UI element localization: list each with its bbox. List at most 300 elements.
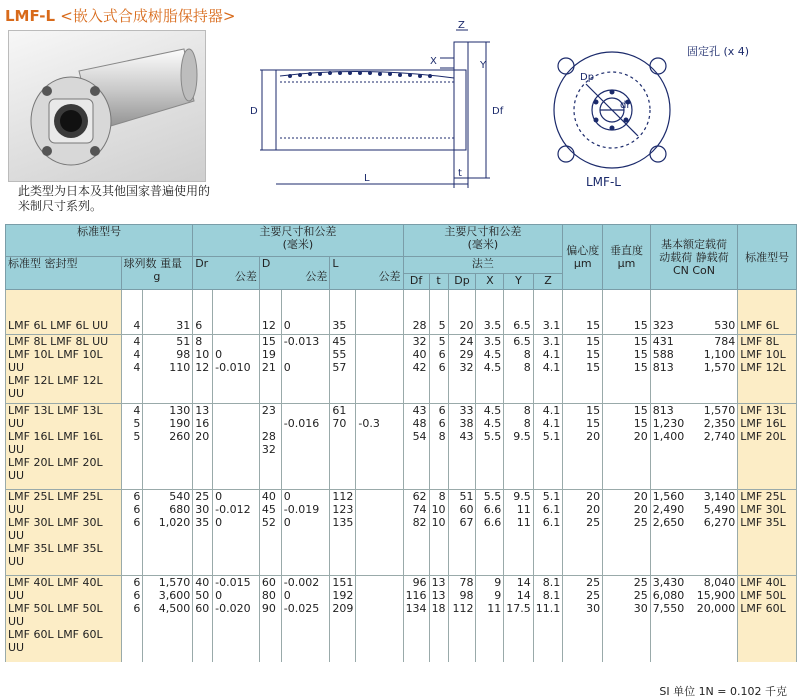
cell-weight (143, 335, 193, 404)
cell-line: 0 (215, 589, 223, 602)
cell-perpendicularity (603, 404, 651, 490)
cell-line: LMF 8L (740, 335, 779, 348)
label-df: Df (492, 106, 504, 117)
cell-line (262, 417, 279, 430)
cell-perpendicularity (603, 290, 651, 335)
cell-line: 62 (412, 490, 427, 503)
cell-line: 17.5 (506, 602, 531, 615)
label-dr: dr (620, 100, 631, 111)
cell-load (650, 335, 737, 404)
model-subtitle: <嵌入式合成树脂保持器> (60, 7, 236, 25)
cell-line: 15 (586, 348, 601, 361)
cell-line: 42 (412, 361, 427, 374)
cell-eccentricity (563, 404, 603, 490)
cell-balls (121, 335, 143, 404)
cell-dr (193, 576, 213, 662)
cell-line: 4.5 (483, 404, 502, 417)
cell-line: 32 (459, 361, 474, 374)
cell-con: 784 (714, 335, 736, 348)
col-header-perpendicularity (603, 225, 651, 290)
cell-l-tol (356, 335, 403, 404)
cell-line: LMF 12L (740, 361, 786, 374)
cell-line: 19 (261, 348, 276, 361)
caption-line: 此类型为日本及其他国家普遍使用的 (18, 184, 211, 198)
cell-line: -0.012 (215, 503, 251, 516)
cell-line (284, 430, 328, 443)
cell-dr (193, 404, 213, 490)
cell-eccentricity (563, 290, 603, 335)
cell-con: 1,100 (703, 348, 736, 361)
col-header-main-dims-title: 主要尺寸和公差 (259, 225, 337, 238)
cell-d (259, 335, 281, 404)
cell-line: 6 (133, 503, 141, 516)
cell-line: LMF 10L (740, 348, 786, 361)
cell-line: 6 (133, 576, 141, 589)
cell-df (403, 576, 429, 662)
cell-line: 60 (459, 503, 474, 516)
cell-line: 30 (195, 503, 210, 516)
cell-line: 3,600 (158, 589, 191, 602)
cell-d-tol (281, 335, 330, 404)
cell-line: LMF 25L (740, 490, 786, 503)
cell-line: 67 (459, 516, 474, 529)
cell-line: 15 (586, 404, 601, 417)
cell-line (358, 361, 400, 374)
col-header-load-static: 静载荷 (695, 250, 729, 264)
col-header-d-label: D (261, 257, 271, 270)
col-header-l-label: L (332, 257, 339, 270)
cell-line: 192 (332, 589, 354, 602)
cell-line: 15 (586, 361, 601, 374)
table-row (6, 404, 797, 490)
cell-x (476, 290, 504, 335)
cell-line: LMF 50L LMF 50L (8, 602, 103, 615)
cell-line: 25 (586, 589, 601, 602)
load-line (653, 361, 735, 374)
cell-line: 6 (438, 348, 446, 361)
cell-line: 8 (523, 348, 531, 361)
cell-line: 116 (405, 589, 427, 602)
cell-eccentricity (563, 576, 603, 662)
cell-z (533, 490, 563, 576)
cell-con: 1,570 (703, 404, 736, 417)
load-line (653, 319, 735, 332)
col-header-df: Df (403, 274, 429, 290)
cell-line: 32 (261, 443, 276, 456)
cell-x (476, 335, 504, 404)
cell-balls (121, 290, 143, 335)
cell-line: 4,500 (158, 602, 191, 615)
cell-line: 15 (586, 319, 601, 332)
cell-line: 8 (523, 361, 531, 374)
cell-dp (448, 335, 476, 404)
cell-line: 6.6 (483, 516, 502, 529)
cell-line: 6 (195, 319, 203, 332)
cell-y (504, 404, 534, 490)
cell-line: 3.5 (483, 335, 502, 348)
label-y: Y (480, 60, 487, 71)
cell-line: 123 (332, 503, 354, 516)
cell-weight (143, 490, 193, 576)
cell-std-seal-models (6, 335, 122, 404)
cell-line (358, 430, 400, 443)
cell-line: 0 (215, 516, 223, 529)
front-view-diagram (540, 40, 690, 190)
cell-con: 2,740 (703, 430, 736, 443)
cell-df (403, 490, 429, 576)
cell-dr (193, 335, 213, 404)
cell-line: 15 (633, 319, 648, 332)
cell-line: 8 (438, 430, 446, 443)
cell-con: 2,350 (703, 417, 736, 430)
cell-model-right (738, 490, 797, 576)
product-photo (8, 30, 206, 182)
col-header-dp: Dp (448, 274, 476, 290)
cell-line: 11.1 (535, 602, 561, 615)
cell-line (215, 335, 257, 348)
cell-line: 28 (261, 430, 276, 443)
col-header-flange-dims (403, 225, 563, 257)
cell-dp (448, 290, 476, 335)
cell-line: LMF 16L LMF 16L (8, 430, 103, 443)
cell-line: 16 (195, 417, 210, 430)
cell-line: 6.1 (542, 516, 561, 529)
type-label: LMF-L (586, 175, 621, 189)
cell-line: 52 (261, 516, 276, 529)
cell-line: 4.1 (542, 417, 561, 430)
col-header-grams: g (153, 270, 161, 283)
col-header-flange-dims-unit: (毫米) (467, 238, 499, 251)
cell-cn: 7,550 (652, 602, 685, 615)
si-unit-note: SI 单位 1N = 0.102 千克 (659, 685, 787, 698)
cell-line: 50 (195, 589, 210, 602)
cell-line: 4 (133, 404, 141, 417)
cell-line: 21 (261, 361, 276, 374)
cell-line: 8 (523, 404, 531, 417)
cell-line: 540 (169, 490, 191, 503)
cell-line: 35 (332, 319, 347, 332)
cell-line: LMF 6L (740, 319, 779, 332)
cell-line (332, 430, 353, 443)
cell-dr-tol (213, 335, 260, 404)
cell-line: LMF 6L LMF 6L UU (8, 319, 109, 332)
cell-line: 33 (459, 404, 474, 417)
col-header-load (650, 225, 737, 290)
cell-line: 14 (516, 576, 531, 589)
col-header-dr-tol: 公差 (234, 270, 257, 283)
cell-cn: 1,400 (652, 430, 685, 443)
cell-d-tol (281, 576, 330, 662)
cell-x (476, 404, 504, 490)
cell-load (650, 576, 737, 662)
cell-y (504, 490, 534, 576)
cell-line: 25 (586, 576, 601, 589)
cell-line: 31 (176, 319, 191, 332)
cell-line (284, 404, 328, 417)
load-line (653, 430, 735, 443)
model-name: LMF-L (5, 7, 56, 25)
cell-perpendicularity (603, 490, 651, 576)
cell-l (330, 290, 356, 335)
cell-line: 6 (133, 589, 141, 602)
cell-line: 0 (283, 490, 291, 503)
col-header-weight: 重量 (160, 257, 183, 270)
cell-line: 35 (195, 516, 210, 529)
cell-line: 12 (195, 361, 210, 374)
cell-line (284, 443, 328, 456)
cell-line: 10 (431, 516, 446, 529)
cell-d (259, 404, 281, 490)
cell-line: LMF 35L LMF 35L (8, 542, 103, 555)
caption-line: 米制尺寸系列。 (18, 199, 103, 213)
cell-line: 6 (438, 361, 446, 374)
cell-line: -0.016 (283, 417, 320, 430)
cell-l (330, 335, 356, 404)
cell-line: 54 (412, 430, 427, 443)
cell-line: 48 (412, 417, 427, 430)
cell-cn: 1,230 (652, 417, 685, 430)
cell-y (504, 335, 534, 404)
cell-line: 8 (195, 335, 203, 348)
cell-line: 30 (633, 602, 648, 615)
cell-line: 13 (431, 576, 446, 589)
cell-line: 24 (459, 335, 474, 348)
mounting-hole-label: 固定孔 (x 4) (687, 45, 750, 58)
cell-line: 680 (169, 503, 191, 516)
col-header-dr (193, 257, 260, 290)
load-line (653, 335, 735, 348)
cell-line: 6.5 (513, 319, 531, 332)
cell-l-tol (356, 490, 403, 576)
cell-line (358, 516, 400, 529)
cell-line: 43 (412, 404, 427, 417)
cell-line: -0.025 (283, 602, 320, 615)
cell-l-tol (356, 404, 403, 490)
cell-line: LMF 13L (740, 404, 786, 417)
load-line (653, 589, 735, 602)
cell-line: 43 (459, 430, 474, 443)
cell-line: 60 (261, 576, 276, 589)
load-line (653, 348, 735, 361)
table-row (6, 335, 797, 404)
cell-balls (121, 576, 143, 662)
cell-line: 151 (332, 576, 354, 589)
cell-line: 40 (195, 576, 210, 589)
cell-d-tol (281, 404, 330, 490)
cell-dr-tol (213, 290, 260, 335)
cell-line: 6.6 (483, 503, 502, 516)
cell-line: UU (8, 443, 25, 456)
cell-line: 61 (332, 404, 347, 417)
cell-line: 134 (405, 602, 427, 615)
page-title (5, 5, 235, 26)
cell-line: LMF 10L LMF 10L (8, 348, 103, 361)
cell-line: UU (8, 387, 25, 400)
col-header-d (259, 257, 330, 290)
cell-model-right (738, 290, 797, 335)
cell-line (215, 430, 257, 443)
cell-line: 20 (633, 430, 648, 443)
cell-line: 1,570 (158, 576, 191, 589)
cell-line: 6 (438, 404, 446, 417)
cell-z (533, 290, 563, 335)
col-header-eccentricity-unit: μm (573, 257, 592, 270)
cell-t (429, 290, 448, 335)
cell-std-seal-models (6, 490, 122, 576)
cell-dr-tol (213, 404, 260, 490)
cell-line: 5.5 (483, 490, 502, 503)
cell-line: 5 (438, 319, 446, 332)
cell-line: 5.1 (542, 430, 561, 443)
cell-line: 15 (586, 335, 601, 348)
cell-cn: 588 (652, 348, 674, 361)
cell-d (259, 490, 281, 576)
cell-con: 3,140 (703, 490, 736, 503)
cell-line: LMF 12L LMF 12L (8, 374, 103, 387)
cell-line: 4.1 (542, 348, 561, 361)
cell-z (533, 335, 563, 404)
label-dp: Dp (580, 72, 595, 83)
cell-line: 25 (633, 576, 648, 589)
cell-line: 15 (633, 404, 648, 417)
col-header-std-seal: 标准型 密封型 (6, 257, 122, 290)
cell-line: 80 (261, 589, 276, 602)
cell-line: 3.1 (542, 335, 561, 348)
cell-line: LMF 25L LMF 25L (8, 490, 103, 503)
cell-line: -0.019 (283, 503, 320, 516)
cell-load (650, 290, 737, 335)
cell-line: UU (8, 615, 25, 628)
load-line (653, 503, 735, 516)
col-header-perpendicularity-label: 垂直度 (609, 244, 643, 257)
cell-line (358, 348, 400, 361)
cell-d-tol (281, 490, 330, 576)
load-line (653, 602, 735, 615)
cell-con: 5,490 (703, 503, 736, 516)
cell-line (358, 319, 400, 332)
cell-line: 1,020 (158, 516, 191, 529)
col-header-dr-label: Dr (195, 257, 209, 270)
cell-line: LMF 40L LMF 40L (8, 576, 103, 589)
label-z: Z (458, 20, 465, 31)
cell-line: 0 (283, 361, 291, 374)
cell-t (429, 490, 448, 576)
col-header-perpendicularity-unit: μm (617, 257, 636, 270)
cell-line: 6 (438, 417, 446, 430)
cell-line: 8.1 (542, 589, 561, 602)
cell-d (259, 290, 281, 335)
cell-line (215, 404, 257, 417)
label-x: X (430, 56, 437, 67)
cell-line: 4.5 (483, 348, 502, 361)
cell-line: 4.5 (483, 361, 502, 374)
cell-line: 4 (133, 319, 141, 332)
cell-line: -0.015 (215, 576, 251, 589)
cell-line: UU (8, 503, 25, 516)
cell-line: LMF 35L (740, 516, 786, 529)
cell-t (429, 576, 448, 662)
cell-line (284, 348, 328, 361)
cell-dr-tol (213, 490, 260, 576)
cell-con: 1,570 (703, 361, 736, 374)
cell-line: -0.013 (283, 335, 320, 348)
table-row (6, 490, 797, 576)
cell-line: 20 (633, 490, 648, 503)
cell-line: 40 (261, 490, 276, 503)
cell-line (358, 490, 400, 503)
cell-line: 15 (633, 335, 648, 348)
cell-line: 25 (633, 516, 648, 529)
cell-line: 5 (133, 430, 141, 443)
cell-line: 11 (487, 602, 502, 615)
col-header-load-symbols (653, 264, 735, 277)
cell-line: 98 (176, 348, 191, 361)
cell-line: LMF 20L (740, 430, 786, 443)
cell-x (476, 576, 504, 662)
col-header-l (330, 257, 403, 290)
cell-l (330, 490, 356, 576)
cell-line: 45 (261, 503, 276, 516)
cell-line: LMF 13L LMF 13L (8, 404, 103, 417)
load-line (653, 490, 735, 503)
cell-cn: 431 (652, 335, 674, 348)
col-header-model: 标准型号 (6, 225, 193, 257)
cell-line: UU (8, 417, 25, 430)
cell-std-seal-models (6, 576, 122, 662)
cell-con: 8,040 (703, 576, 736, 589)
cell-line: 130 (169, 404, 191, 417)
col-header-balls: 球列数 (123, 257, 157, 270)
cell-line: 8 (523, 417, 531, 430)
cell-line: UU (8, 555, 25, 568)
cell-d (259, 576, 281, 662)
col-header-con: CoN (692, 263, 716, 277)
cell-l-tol (356, 290, 403, 335)
cell-line: LMF 60L LMF 60L (8, 628, 103, 641)
cell-line: 25 (633, 589, 648, 602)
cell-cn: 813 (652, 361, 674, 374)
cell-line: 8.1 (542, 576, 561, 589)
cell-line: 4 (133, 335, 141, 348)
cell-line: 6.5 (513, 335, 531, 348)
cell-line: 4.1 (542, 361, 561, 374)
cell-line: 12 (261, 319, 276, 332)
cell-line: 15 (633, 361, 648, 374)
cell-line: LMF 20L LMF 20L (8, 456, 103, 469)
cell-line: 6 (133, 602, 141, 615)
cell-weight (143, 290, 193, 335)
cell-line: LMF 60L (740, 602, 786, 615)
col-header-flange: 法兰 (403, 257, 563, 274)
cell-line: 209 (332, 602, 354, 615)
cell-line: 5.5 (483, 430, 502, 443)
cell-line: LMF 40L (740, 576, 786, 589)
cell-line: 6.1 (542, 503, 561, 516)
cell-line: 112 (332, 490, 354, 503)
col-header-z: Z (533, 274, 563, 290)
col-header-x: X (476, 274, 504, 290)
cell-line: 15 (633, 348, 648, 361)
cell-line: 70 (332, 417, 347, 430)
cell-line: 25 (586, 516, 601, 529)
cell-line: -0.010 (215, 361, 251, 374)
cell-line: 18 (431, 602, 446, 615)
cell-dp (448, 404, 476, 490)
cell-con: 15,900 (696, 589, 736, 602)
cell-df (403, 335, 429, 404)
cell-line: 260 (169, 430, 191, 443)
cell-balls (121, 490, 143, 576)
